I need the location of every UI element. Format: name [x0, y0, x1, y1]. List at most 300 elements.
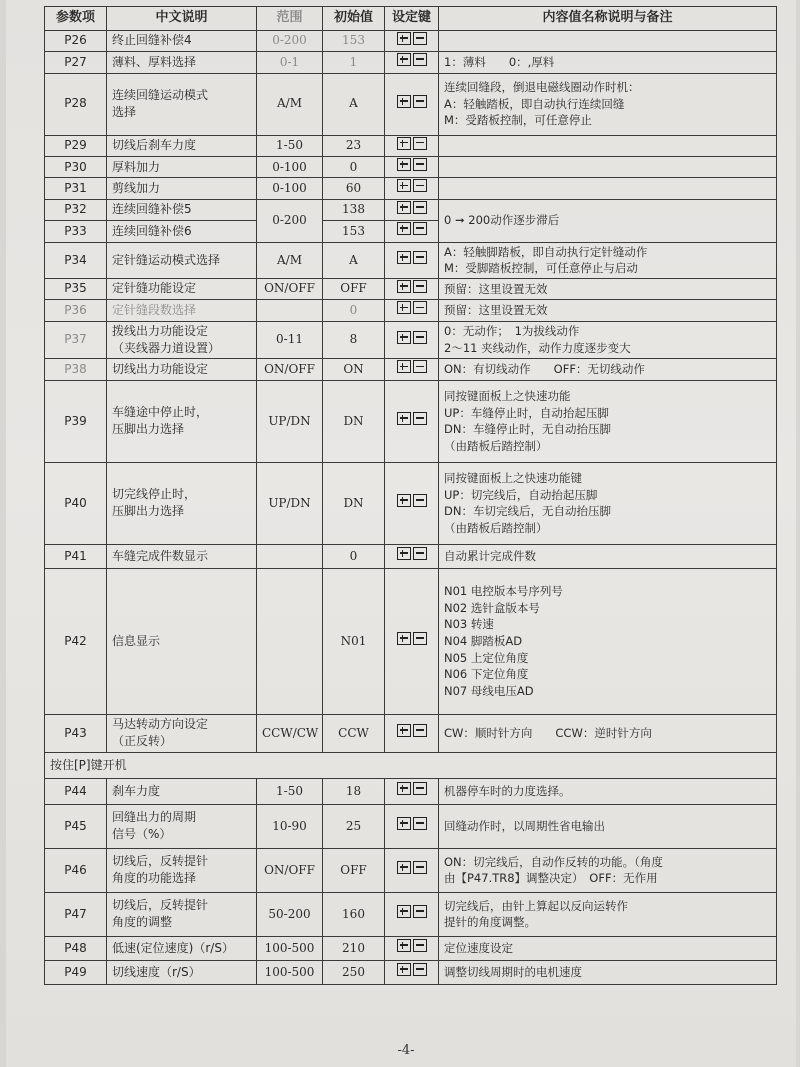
text-line: 切线后刹车力度 [112, 138, 197, 153]
parameter-table [44, 6, 777, 985]
param-desc [107, 135, 257, 156]
text-line: 低速(定位速度)（r/S） [112, 940, 234, 955]
plus-key-icon [397, 95, 411, 108]
table-row [45, 300, 777, 321]
param-desc [107, 714, 257, 752]
param-code: P35 [45, 278, 107, 299]
param-init: 8 [323, 321, 385, 359]
plus-minus-key-icon [396, 137, 428, 155]
text-line: 连续回缝段，倒退电磁线圈动作时机： [444, 80, 640, 95]
param-init: 0 [323, 157, 385, 178]
param-note [439, 848, 777, 892]
param-desc [107, 178, 257, 199]
text-line: 选择 [112, 105, 137, 120]
set-key-cell [385, 321, 439, 359]
table-row [45, 380, 777, 462]
text-line: M：受脚踏板控制，可任意停止与启动 [444, 261, 638, 276]
text-line: 回缝出力的周期 [112, 809, 197, 824]
text-line: 压脚出力选择 [112, 422, 185, 437]
plus-minus-key-icon [396, 412, 428, 430]
param-note [439, 135, 777, 156]
param-range: 100-500 [257, 936, 323, 960]
param-range: 100-500 [257, 960, 323, 984]
table-row [45, 178, 777, 199]
text-line: 0 ➞ 200动作逐步滞后 [444, 213, 560, 228]
plus-key-icon [397, 331, 411, 344]
text-line: 车缝完成件数显示 [112, 548, 209, 563]
minus-key-icon [413, 632, 427, 645]
param-init: OFF [323, 278, 385, 299]
param-desc [107, 804, 257, 848]
plus-minus-key-icon [396, 158, 428, 176]
plus-key-icon [397, 547, 411, 560]
text-line: 定位速度设定 [444, 941, 513, 956]
param-desc [107, 199, 257, 220]
text-line: 薄料、厚料选择 [112, 54, 197, 69]
param-range: A/M [257, 73, 323, 135]
plus-key-icon [397, 412, 411, 425]
text-line: N07 母线电压AD [444, 684, 534, 699]
param-desc [107, 544, 257, 568]
param-range: UP/DN [257, 462, 323, 544]
param-range: 0-100 [257, 178, 323, 199]
text-line: （由踏板后踏控制） [444, 439, 548, 454]
param-code: P27 [45, 52, 107, 73]
set-key-cell [385, 568, 439, 714]
param-init: DN [323, 380, 385, 462]
param-code: P36 [45, 300, 107, 321]
text-line: （夹线器力道设置） [112, 341, 221, 356]
text-line: 信息显示 [112, 633, 161, 648]
text-line: N05 上定位角度 [444, 650, 529, 665]
param-range: 1-50 [257, 135, 323, 156]
text-line: 同按键面板上之快速功能 [444, 389, 571, 404]
text-line: DN：车缝停止时，无自动抬压脚 [444, 422, 611, 437]
set-key-cell [385, 380, 439, 462]
param-note [439, 359, 777, 380]
plus-key-icon [397, 360, 411, 373]
param-desc [107, 778, 257, 804]
plus-minus-key-icon [396, 32, 428, 50]
param-range: ON/OFF [257, 359, 323, 380]
param-note [439, 278, 777, 299]
table-row [45, 278, 777, 299]
text-line: （正反转） [112, 734, 173, 749]
param-desc [107, 960, 257, 984]
param-range: ON/OFF [257, 848, 323, 892]
table-row [45, 52, 777, 73]
text-line: 马达转动方向设定 [112, 716, 209, 731]
plus-key-icon [397, 632, 411, 645]
minus-key-icon [413, 861, 427, 874]
param-init: 0 [323, 300, 385, 321]
param-init: OFF [323, 848, 385, 892]
plus-minus-key-icon [396, 251, 428, 269]
param-range: UP/DN [257, 380, 323, 462]
set-key-cell [385, 199, 439, 220]
plus-key-icon [397, 53, 411, 66]
param-desc [107, 242, 257, 278]
table-row [45, 199, 777, 220]
param-range: 50-200 [257, 892, 323, 936]
param-note [439, 544, 777, 568]
text-line: N04 脚踏板AD [444, 634, 523, 649]
plus-minus-key-icon [396, 179, 428, 197]
text-line: 同按键面板上之快速功能键 [444, 471, 582, 486]
text-line: 2～11 夹线动作，动作力度逐步变大 [444, 341, 631, 356]
text-line: 切完线停止时， [112, 486, 197, 501]
param-range: 1-50 [257, 778, 323, 804]
set-key-cell [385, 936, 439, 960]
table-row [45, 568, 777, 714]
param-desc [107, 848, 257, 892]
plus-key-icon [397, 301, 411, 314]
text-line: 刹车力度 [112, 783, 161, 798]
plus-minus-key-icon [396, 817, 428, 835]
plus-key-icon [397, 905, 411, 918]
param-desc [107, 892, 257, 936]
plus-key-icon [397, 963, 411, 976]
minus-key-icon [413, 412, 427, 425]
text-line: 提针的角度调整。 [444, 915, 536, 930]
param-init: 210 [323, 936, 385, 960]
text-line: M：受踏板控制，可任意停止 [444, 113, 592, 128]
param-desc [107, 568, 257, 714]
table-row [45, 321, 777, 359]
text-line: 车缝途中停止时， [112, 404, 209, 419]
param-range [257, 300, 323, 321]
text-line: 终止回缝补偿4 [112, 33, 192, 48]
param-range: A/M [257, 242, 323, 278]
param-code: P46 [45, 848, 107, 892]
plus-minus-key-icon [396, 53, 428, 71]
text-line: （由踏板后踏控制） [444, 521, 548, 536]
text-line: 厚料加力 [112, 159, 161, 174]
param-range: ON/OFF [257, 278, 323, 299]
param-note [439, 778, 777, 804]
param-init: CCW [323, 714, 385, 752]
param-note [439, 52, 777, 73]
param-code: P42 [45, 568, 107, 714]
param-code: P48 [45, 936, 107, 960]
text-line: 连续回缝运动模式 [112, 87, 209, 102]
text-line: 定针缝段数选择 [112, 302, 197, 317]
minus-key-icon [413, 53, 427, 66]
text-line: 压脚出力选择 [112, 504, 185, 519]
param-code: P43 [45, 714, 107, 752]
param-note [439, 157, 777, 178]
plus-key-icon [397, 782, 411, 795]
param-range: 0-1 [257, 52, 323, 73]
table-row [45, 135, 777, 156]
set-key-cell [385, 359, 439, 380]
param-note [439, 462, 777, 544]
param-note [439, 300, 777, 321]
param-range: 0-100 [257, 157, 323, 178]
set-key-cell [385, 462, 439, 544]
plus-minus-key-icon [396, 280, 428, 298]
plus-key-icon [397, 724, 411, 737]
table-row [45, 73, 777, 135]
minus-key-icon [413, 782, 427, 795]
set-key-cell [385, 300, 439, 321]
section-row [45, 752, 777, 778]
param-desc [107, 359, 257, 380]
header-range: 范围 [257, 7, 323, 31]
param-init: 0 [323, 544, 385, 568]
param-note [439, 199, 777, 242]
set-key-cell [385, 960, 439, 984]
text-line: 连续回缝补偿5 [112, 202, 192, 217]
set-key-cell [385, 135, 439, 156]
text-line: 1：薄料 0：,厚料 [444, 55, 555, 70]
text-line: N02 选针盒版本号 [444, 600, 540, 615]
plus-minus-key-icon [396, 301, 428, 319]
plus-key-icon [397, 939, 411, 952]
text-line: 机器停车时的力度选择。 [444, 784, 571, 799]
text-line: DN：车切完线后，无自动抬压脚 [444, 504, 611, 519]
param-code: P30 [45, 157, 107, 178]
plus-minus-key-icon [396, 782, 428, 800]
set-key-cell [385, 52, 439, 73]
param-desc [107, 52, 257, 73]
param-desc [107, 30, 257, 51]
param-init: 23 [323, 135, 385, 156]
param-desc [107, 73, 257, 135]
param-init: 153 [323, 30, 385, 51]
param-note [439, 936, 777, 960]
minus-key-icon [413, 939, 427, 952]
param-code: P32 [45, 199, 107, 220]
param-init: 250 [323, 960, 385, 984]
minus-key-icon [413, 32, 427, 45]
text-line: 定针缝功能设定 [112, 281, 197, 296]
header-note: 内容值名称说明与备注 [439, 7, 777, 31]
set-key-cell [385, 278, 439, 299]
set-key-cell [385, 892, 439, 936]
minus-key-icon [413, 201, 427, 214]
param-init: 138 [323, 199, 385, 220]
minus-key-icon [413, 301, 427, 314]
minus-key-icon [413, 95, 427, 108]
set-key-cell [385, 848, 439, 892]
param-code: P49 [45, 960, 107, 984]
plus-key-icon [397, 251, 411, 264]
text-line: 切线后，反转提针 [112, 853, 209, 868]
param-desc [107, 157, 257, 178]
text-line: 由【P47.TR8】调整决定） OFF：无作用 [444, 871, 658, 886]
text-line: 切线速度（r/S） [112, 964, 201, 979]
set-key-cell [385, 242, 439, 278]
minus-key-icon [413, 251, 427, 264]
param-code: P47 [45, 892, 107, 936]
table-row [45, 936, 777, 960]
table-row [45, 848, 777, 892]
param-note [439, 568, 777, 714]
param-note [439, 242, 777, 278]
text-line: A：轻触脚踏板，即自动执行定针缝动作 [444, 244, 648, 259]
text-line: N06 下定位角度 [444, 667, 529, 682]
minus-key-icon [413, 494, 427, 507]
param-range: CCW/CW [257, 714, 323, 752]
plus-minus-key-icon [396, 222, 428, 240]
param-range: 0-200 [257, 30, 323, 51]
text-line: N01 电控版本号序列号 [444, 584, 563, 599]
param-note [439, 804, 777, 848]
table-row [45, 960, 777, 984]
param-code: P40 [45, 462, 107, 544]
text-line: N03 转速 [444, 617, 494, 632]
header-key: 设定键 [385, 7, 439, 31]
plus-key-icon [397, 494, 411, 507]
plus-minus-key-icon [396, 331, 428, 349]
text-line: 自动累计完成件数 [444, 549, 536, 564]
param-code: P34 [45, 242, 107, 278]
param-range: 10-90 [257, 804, 323, 848]
plus-minus-key-icon [396, 939, 428, 957]
set-key-cell [385, 221, 439, 242]
text-line: 信号（%） [112, 827, 172, 842]
set-key-cell [385, 178, 439, 199]
text-line: ON：有切线动作 OFF：无切线动作 [444, 362, 645, 377]
section-label: 按住[P]键开机 [45, 752, 777, 778]
param-init: N01 [323, 568, 385, 714]
param-init: ON [323, 359, 385, 380]
param-code: P37 [45, 321, 107, 359]
text-line: 切线后，反转提针 [112, 897, 209, 912]
text-line: 拨线出力功能设定 [112, 323, 209, 338]
text-line: UP：车缝停止时，自动抬起压脚 [444, 405, 609, 420]
param-desc [107, 278, 257, 299]
param-range [257, 544, 323, 568]
param-desc [107, 321, 257, 359]
text-line: 0：无动作； 1为拔线动作 [444, 324, 580, 339]
text-line: UP：切完线后，自动抬起压脚 [444, 487, 598, 502]
set-key-cell [385, 778, 439, 804]
param-range [257, 568, 323, 714]
table-row [45, 714, 777, 752]
param-code: P41 [45, 544, 107, 568]
minus-key-icon [413, 222, 427, 235]
set-key-cell [385, 804, 439, 848]
param-init: 153 [323, 221, 385, 242]
plus-key-icon [397, 158, 411, 171]
minus-key-icon [413, 724, 427, 737]
minus-key-icon [413, 280, 427, 293]
set-key-cell [385, 73, 439, 135]
table-row [45, 359, 777, 380]
plus-key-icon [397, 280, 411, 293]
plus-key-icon [397, 137, 411, 150]
param-init: A [323, 73, 385, 135]
param-init: 25 [323, 804, 385, 848]
minus-key-icon [413, 360, 427, 373]
param-range: 0-200 [257, 199, 323, 242]
param-range: 0-11 [257, 321, 323, 359]
text-line: 回缝动作时，以周期性省电输出 [444, 819, 605, 834]
param-code: P33 [45, 221, 107, 242]
param-code: P29 [45, 135, 107, 156]
param-desc [107, 380, 257, 462]
minus-key-icon [413, 331, 427, 344]
param-note [439, 960, 777, 984]
plus-minus-key-icon [396, 724, 428, 742]
header-desc: 中文说明 [107, 7, 257, 31]
minus-key-icon [413, 158, 427, 171]
plus-key-icon [397, 861, 411, 874]
plus-key-icon [397, 817, 411, 830]
text-line: 定针缝运动模式选择 [112, 252, 221, 267]
table-row [45, 157, 777, 178]
param-desc [107, 462, 257, 544]
table-row [45, 892, 777, 936]
plus-minus-key-icon [396, 905, 428, 923]
param-init: 60 [323, 178, 385, 199]
plus-key-icon [397, 201, 411, 214]
set-key-cell [385, 30, 439, 51]
param-code: P39 [45, 380, 107, 462]
param-note [439, 380, 777, 462]
param-note [439, 714, 777, 752]
plus-minus-key-icon [396, 360, 428, 378]
param-init: DN [323, 462, 385, 544]
text-line: ON：切完线后，自动作反转的功能。（角度 [444, 854, 663, 869]
plus-minus-key-icon [396, 201, 428, 219]
document-page [6, 0, 796, 1067]
minus-key-icon [413, 963, 427, 976]
minus-key-icon [413, 179, 427, 192]
minus-key-icon [413, 905, 427, 918]
set-key-cell [385, 544, 439, 568]
param-note [439, 73, 777, 135]
param-note [439, 892, 777, 936]
text-line: 调整切线周期时的电机速度 [444, 965, 582, 980]
param-note [439, 178, 777, 199]
minus-key-icon [413, 137, 427, 150]
page-number: -4- [397, 1043, 415, 1058]
set-key-cell [385, 714, 439, 752]
plus-minus-key-icon [396, 963, 428, 981]
param-desc [107, 936, 257, 960]
table-row [45, 544, 777, 568]
text-line: 切线出力功能设定 [112, 361, 209, 376]
param-init: 18 [323, 778, 385, 804]
text-line: CW：顺时针方向 CCW：逆时针方向 [444, 726, 652, 741]
header-code: 参数项 [45, 7, 107, 31]
plus-key-icon [397, 32, 411, 45]
minus-key-icon [413, 817, 427, 830]
plus-minus-key-icon [396, 547, 428, 565]
text-line: 预留：这里设置无效 [444, 281, 548, 296]
text-line: 剪线加力 [112, 180, 161, 195]
set-key-cell [385, 157, 439, 178]
param-init: 160 [323, 892, 385, 936]
param-init: A [323, 242, 385, 278]
text-line: 预留：这里设置无效 [444, 303, 548, 318]
table-row [45, 778, 777, 804]
text-line: 连续回缝补偿6 [112, 223, 192, 238]
text-line: 角度的调整 [112, 915, 173, 930]
plus-minus-key-icon [396, 632, 428, 650]
param-code: P28 [45, 73, 107, 135]
plus-minus-key-icon [396, 861, 428, 879]
param-note [439, 30, 777, 51]
text-line: A：轻触踏板，即自动执行连续回缝 [444, 96, 625, 111]
param-desc [107, 221, 257, 242]
plus-key-icon [397, 222, 411, 235]
header-init: 初始值 [323, 7, 385, 31]
param-code: P31 [45, 178, 107, 199]
